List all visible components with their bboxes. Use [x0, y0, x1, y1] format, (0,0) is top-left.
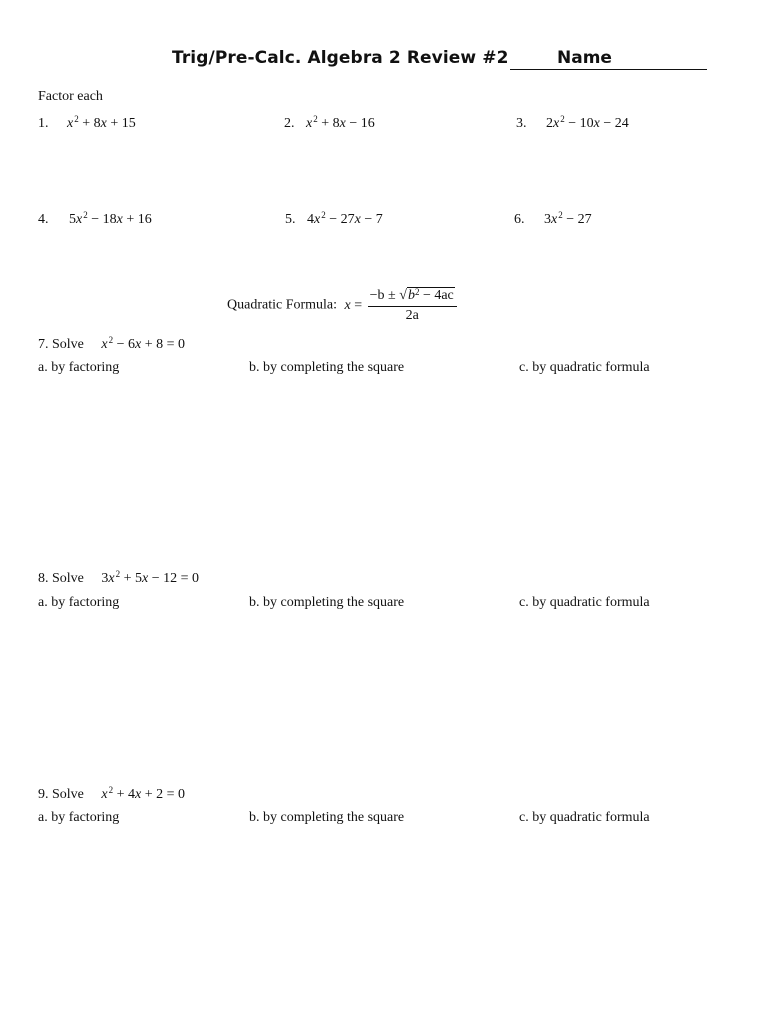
problem-number: 5. [285, 212, 296, 227]
problem-expression: $x^2 + 8x - 16$ [306, 114, 375, 131]
problem-expression: $4x^2 - 27x - 7$ [307, 210, 383, 227]
page-title: Trig/Pre-Calc. Algebra 2 Review #2 [172, 48, 509, 68]
problem-number: 1. [38, 116, 49, 131]
method-quadratic-formula: c. by quadratic formula [519, 360, 650, 375]
solve-problem-8: 8. Solve $3x^2 + 5x - 12 = 0$ [38, 569, 200, 586]
problem-expression: $x^2 + 8x + 15$ [67, 114, 136, 131]
factor-instruction: Factor each [38, 89, 103, 104]
problem-number: 3. [516, 116, 527, 131]
problem-expression: $3x^2 - 27$ [544, 210, 592, 227]
method-quadratic-formula: c. by quadratic formula [519, 595, 650, 610]
formula-fraction: $\frac{-b \pm √b^2 - 4ac}{2a}$ [368, 287, 457, 324]
method-factoring: a. by factoring [38, 595, 120, 610]
problem-number: 4. [38, 212, 49, 227]
quadratic-formula: Quadratic Formula: x = $\frac{-b \pm √b^2 - 4ac}{2a}$ [227, 287, 457, 324]
method-completing-square: b. by completing the square [249, 360, 405, 375]
problem-expression: $2x^2 - 10x - 24$ [546, 114, 629, 131]
solve-problem-7: 7. Solve $x^2 - 6x + 8 = 0$ [38, 335, 186, 352]
formula-label: Quadratic Formula: [227, 297, 338, 313]
method-factoring: a. by factoring [38, 360, 120, 375]
problem-expression: $5x^2 - 18x + 16$ [69, 210, 152, 227]
method-completing-square: b. by completing the square [249, 810, 405, 825]
solve-problem-9: 9. Solve $x^2 + 4x + 2 = 0$ [38, 785, 186, 802]
problem-number: 6. [514, 212, 525, 227]
name-field-line[interactable] [510, 69, 707, 70]
name-label: Name [557, 48, 612, 68]
method-completing-square: b. by completing the square [249, 595, 405, 610]
method-quadratic-formula: c. by quadratic formula [519, 810, 650, 825]
problem-number: 2. [284, 116, 295, 131]
method-factoring: a. by factoring [38, 810, 120, 825]
